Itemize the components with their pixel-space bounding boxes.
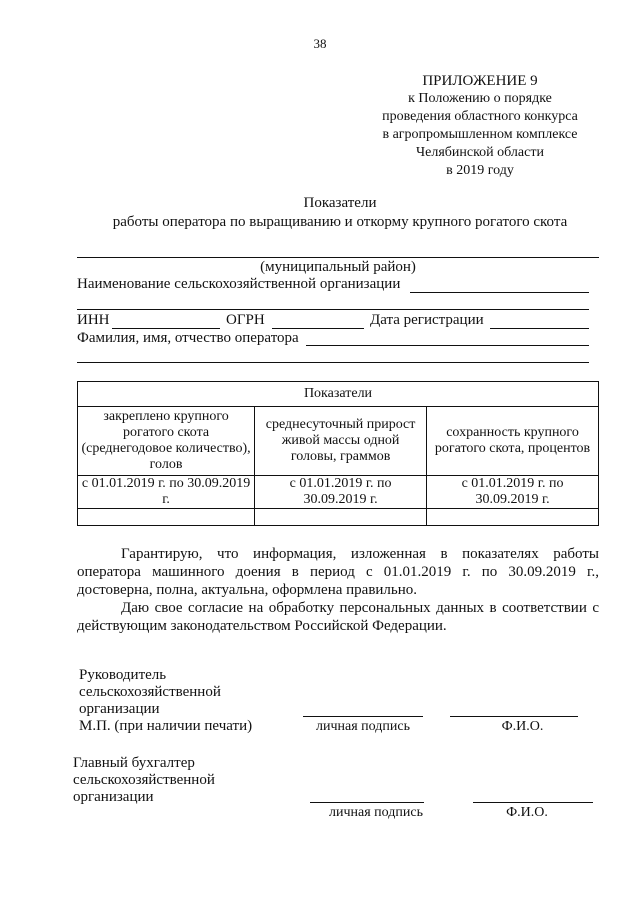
accountant-signature-line[interactable] bbox=[310, 802, 424, 803]
column-header-daily-gain: среднесуточный прирост живой массы одной головы, граммов bbox=[255, 407, 427, 476]
consent-paragraph bbox=[77, 599, 599, 635]
period-cell: с 01.01.2019 г. по 30.09.2019 г. bbox=[78, 476, 255, 509]
head-title-line: сельскохозяйственной bbox=[79, 684, 221, 700]
accountant-title bbox=[73, 755, 215, 806]
head-title-line: Руководитель bbox=[79, 667, 167, 683]
consent-text: Даю свое согласие на обработку персональных данных в соответствии с действующим законодательством Российской Федерации. bbox=[77, 600, 599, 634]
table-row bbox=[78, 382, 599, 407]
page-number: 38 bbox=[313, 36, 327, 51]
document-title bbox=[60, 194, 620, 232]
table-row bbox=[78, 476, 599, 509]
operator-name-field[interactable] bbox=[306, 345, 589, 346]
appendix-line: к Положению о порядке bbox=[408, 91, 552, 106]
table-row bbox=[78, 509, 599, 526]
accountant-title-line: организации bbox=[73, 789, 154, 805]
table-row bbox=[78, 407, 599, 476]
accountant-title-line: сельскохозяйственной bbox=[73, 772, 215, 788]
appendix-heading: ПРИЛОЖЕНИЕ 9 bbox=[422, 73, 538, 89]
head-name-caption: Ф.И.О. bbox=[501, 719, 544, 734]
operator-name-continuation-line[interactable] bbox=[77, 362, 589, 363]
head-signature-line[interactable] bbox=[303, 716, 423, 717]
head-signature-caption: личная подпись bbox=[316, 719, 410, 734]
appendix-line: Челябинской области bbox=[416, 145, 544, 160]
indicators-table bbox=[77, 381, 599, 526]
municipal-district-caption: (муниципальный район) bbox=[260, 259, 416, 275]
inn-label: ИНН bbox=[77, 312, 110, 328]
accountant-signature-caption: личная подпись bbox=[329, 805, 423, 820]
guarantee-paragraph bbox=[77, 545, 599, 599]
head-name-line[interactable] bbox=[450, 716, 578, 717]
accountant-title-line: Главный бухгалтер bbox=[73, 755, 195, 771]
value-cell-cattle-count[interactable] bbox=[78, 509, 255, 526]
inn-field[interactable] bbox=[112, 328, 220, 329]
accountant-name-line[interactable] bbox=[473, 802, 593, 803]
appendix-line: в 2019 году bbox=[446, 163, 514, 178]
title-line-1: Показатели bbox=[303, 195, 377, 211]
stamp-note: М.П. (при наличии печати) bbox=[79, 718, 253, 734]
value-cell-survival-rate[interactable] bbox=[427, 509, 599, 526]
title-line-2: работы оператора по выращиванию и откорму крупного рогатого скота bbox=[112, 214, 568, 230]
period-cell: с 01.01.2019 г. по 30.09.2019 г. bbox=[255, 476, 427, 509]
org-name-label: Наименование сельскохозяйственной организации bbox=[77, 276, 401, 292]
appendix-line: в агропромышленном комплексе bbox=[382, 127, 578, 142]
head-title bbox=[79, 667, 252, 735]
ogrn-field[interactable] bbox=[272, 328, 364, 329]
period-cell: с 01.01.2019 г. по 30.09.2019 г. bbox=[427, 476, 599, 509]
registration-date-field[interactable] bbox=[490, 328, 589, 329]
guarantee-text: Гарантирую, что информация, изложенная в показателях работы оператора машинного доения в период с 01.01.2019 г. по 30.09.2019 г., достоверна, полна, актуальна, оформлена правильно. bbox=[77, 546, 599, 598]
appendix-block bbox=[330, 72, 630, 180]
head-title-line: организации bbox=[79, 701, 160, 717]
accountant-name-caption: Ф.И.О. bbox=[506, 805, 548, 820]
column-header-survival-rate: сохранность крупного рогатого скота, процентов bbox=[427, 407, 599, 476]
table-group-header: Показатели bbox=[78, 382, 599, 407]
column-header-cattle-count: закреплено крупного рогатого скота (среднегодовое количество), голов bbox=[78, 407, 255, 476]
org-name-field[interactable] bbox=[410, 292, 589, 293]
registration-date-label: Дата регистрации bbox=[370, 312, 484, 328]
operator-name-label: Фамилия, имя, отчество оператора bbox=[77, 330, 299, 346]
value-cell-daily-gain[interactable] bbox=[255, 509, 427, 526]
appendix-line: проведения областного конкурса bbox=[382, 109, 578, 124]
ogrn-label: ОГРН bbox=[226, 312, 265, 328]
org-name-continuation-line[interactable] bbox=[77, 309, 589, 310]
municipal-district-line[interactable] bbox=[77, 257, 599, 258]
